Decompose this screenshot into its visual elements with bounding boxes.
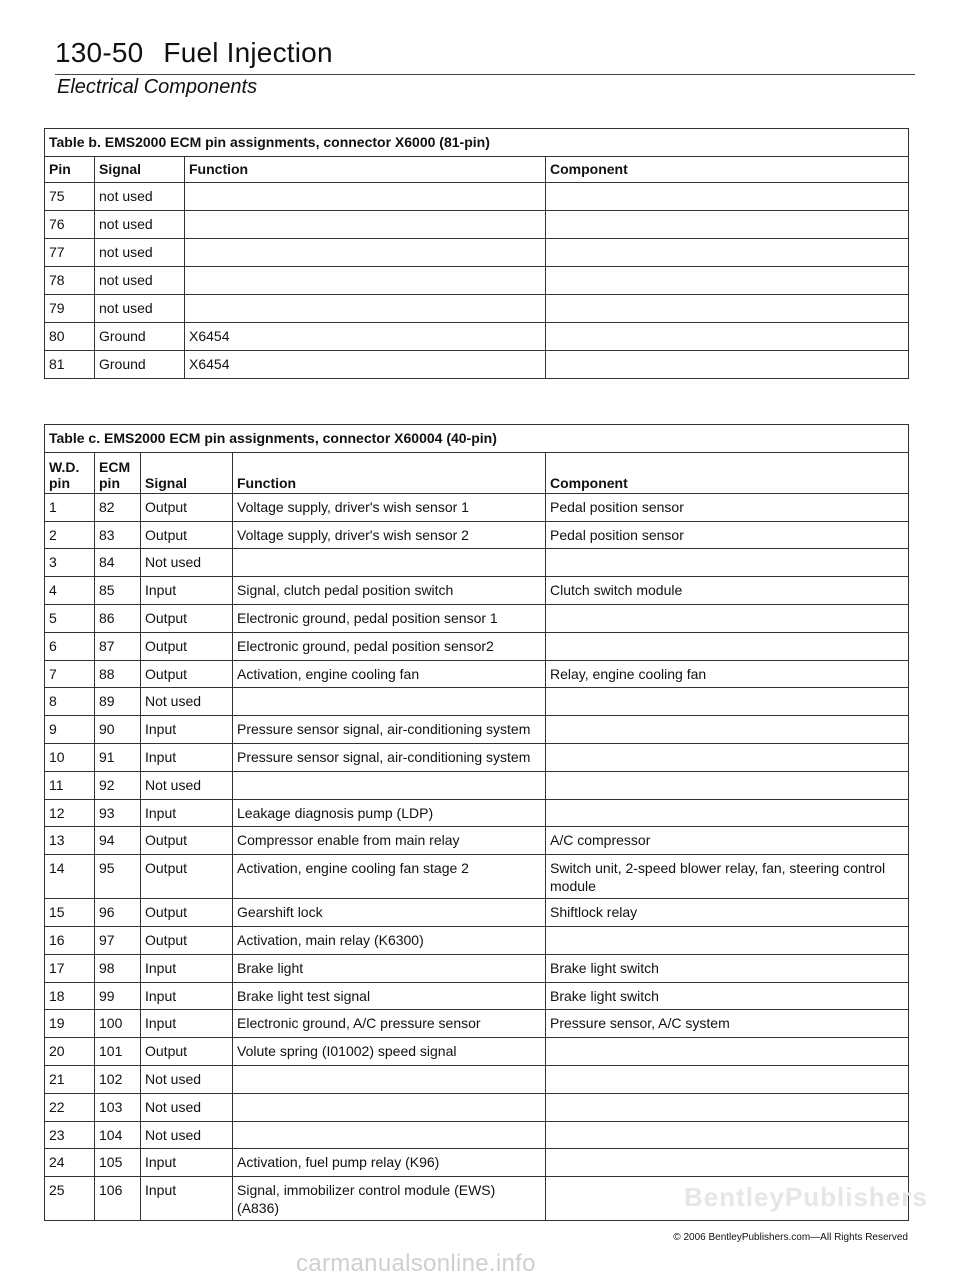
table-cell: 22: [45, 1093, 95, 1121]
table-cell: 10: [45, 743, 95, 771]
table-cell: 99: [95, 982, 141, 1010]
table-cell: Output: [141, 493, 233, 521]
table-cell: 1: [45, 493, 95, 521]
table-cell: not used: [95, 183, 185, 211]
table-row: [45, 954, 909, 982]
table-cell: 101: [95, 1038, 141, 1066]
table-cell: 19: [45, 1010, 95, 1038]
table-cell: [546, 267, 909, 295]
table-cell: Electronic ground, A/C pressure sensor: [233, 1010, 546, 1038]
table-cell: 83: [95, 521, 141, 549]
table-cell: 76: [45, 211, 95, 239]
table-row: [45, 351, 909, 379]
table-b-col-header: Pin: [45, 157, 95, 183]
table-cell: [185, 295, 546, 323]
table-cell: 100: [95, 1010, 141, 1038]
table-row: [45, 855, 909, 899]
table-row: [45, 267, 909, 295]
page-number: 130-50: [55, 37, 144, 68]
table-cell: 77: [45, 239, 95, 267]
table-cell: 9: [45, 716, 95, 744]
table-cell: Pressure sensor, A/C system: [546, 1010, 909, 1038]
table-cell: Volute spring (I01002) speed signal: [233, 1038, 546, 1066]
table-row: [45, 295, 909, 323]
table-cell: [546, 295, 909, 323]
table-cell: A/C compressor: [546, 827, 909, 855]
table-cell: 3: [45, 549, 95, 577]
table-cell: 4: [45, 577, 95, 605]
page-title: [55, 36, 915, 70]
table-cell: 21: [45, 1065, 95, 1093]
table-row: [45, 1038, 909, 1066]
table-row: [45, 827, 909, 855]
table-cell: 102: [95, 1065, 141, 1093]
table-row: [45, 660, 909, 688]
table-cell: [546, 1065, 909, 1093]
table-cell: [233, 549, 546, 577]
table-cell: Ground: [95, 323, 185, 351]
table-row: [45, 771, 909, 799]
table-cell: Pressure sensor signal, air-conditioning system: [233, 716, 546, 744]
table-row: [45, 688, 909, 716]
table-cell: Output: [141, 899, 233, 927]
table-cell: 16: [45, 926, 95, 954]
table-row: [45, 982, 909, 1010]
table-cell: 105: [95, 1149, 141, 1177]
table-cell: Signal, clutch pedal position switch: [233, 577, 546, 605]
table-cell: Activation, main relay (K6300): [233, 926, 546, 954]
table-cell: 106: [95, 1177, 141, 1221]
table-cell: Compressor enable from main relay: [233, 827, 546, 855]
table-cell: [546, 1038, 909, 1066]
table-c-col-header: W.D. pin: [45, 452, 95, 493]
table-cell: Switch unit, 2-speed blower relay, fan, steering control module: [546, 855, 909, 899]
table-cell: 11: [45, 771, 95, 799]
table-cell: [546, 716, 909, 744]
table-cell: 2: [45, 521, 95, 549]
table-cell: Electronic ground, pedal position sensor2: [233, 632, 546, 660]
table-cell: not used: [95, 211, 185, 239]
table-cell: Brake light: [233, 954, 546, 982]
table-cell: Input: [141, 716, 233, 744]
table-cell: 24: [45, 1149, 95, 1177]
table-cell: Voltage supply, driver's wish sensor 2: [233, 521, 546, 549]
table-row: [45, 577, 909, 605]
table-b: [44, 128, 909, 379]
table-cell: X6454: [185, 323, 546, 351]
table-cell: not used: [95, 267, 185, 295]
table-row: [45, 549, 909, 577]
table-row: [45, 743, 909, 771]
table-cell: Ground: [95, 351, 185, 379]
table-cell: 5: [45, 604, 95, 632]
table-cell: Brake light switch: [546, 982, 909, 1010]
table-row: [45, 521, 909, 549]
table-cell: [546, 323, 909, 351]
table-cell: 97: [95, 926, 141, 954]
table-cell: 14: [45, 855, 95, 899]
table-row: [45, 926, 909, 954]
table-cell: [546, 549, 909, 577]
table-cell: Input: [141, 799, 233, 827]
copyright-footer: © 2006 BentleyPublishers.com—All Rights Reserved: [673, 1232, 908, 1243]
table-cell: Signal, immobilizer control module (EWS) (A836): [233, 1177, 546, 1221]
table-cell: [546, 1149, 909, 1177]
chapter-title: Fuel Injection: [163, 37, 333, 68]
table-cell: Input: [141, 982, 233, 1010]
table-cell: Gearshift lock: [233, 899, 546, 927]
table-cell: Output: [141, 1038, 233, 1066]
table-cell: 103: [95, 1093, 141, 1121]
table-cell: 87: [95, 632, 141, 660]
table-cell: Not used: [141, 549, 233, 577]
table-b-col-header: Function: [185, 157, 546, 183]
table-cell: 89: [95, 688, 141, 716]
table-cell: [546, 688, 909, 716]
table-cell: [546, 771, 909, 799]
table-cell: Relay, engine cooling fan: [546, 660, 909, 688]
table-cell: Output: [141, 632, 233, 660]
table-b-col-header: Component: [546, 157, 909, 183]
table-row: [45, 899, 909, 927]
header-rule: [55, 74, 915, 75]
table-cell: X6454: [185, 351, 546, 379]
table-row: [45, 493, 909, 521]
table-row: [45, 1093, 909, 1121]
table-cell: Not used: [141, 1065, 233, 1093]
table-cell: Pedal position sensor: [546, 521, 909, 549]
table-cell: 20: [45, 1038, 95, 1066]
table-cell: 78: [45, 267, 95, 295]
table-cell: 80: [45, 323, 95, 351]
table-cell: 25: [45, 1177, 95, 1221]
table-cell: Not used: [141, 688, 233, 716]
table-row: [45, 632, 909, 660]
table-row: [45, 716, 909, 744]
table-cell: 23: [45, 1121, 95, 1149]
table-cell: [185, 239, 546, 267]
table-row: [45, 604, 909, 632]
table-cell: Output: [141, 660, 233, 688]
table-cell: 94: [95, 827, 141, 855]
table-cell: Pedal position sensor: [546, 493, 909, 521]
table-cell: Shiftlock relay: [546, 899, 909, 927]
table-cell: 79: [45, 295, 95, 323]
table-row: [45, 1065, 909, 1093]
table-cell: Output: [141, 855, 233, 899]
table-cell: 96: [95, 899, 141, 927]
table-cell: [233, 1065, 546, 1093]
table-row: [45, 1121, 909, 1149]
table-cell: 104: [95, 1121, 141, 1149]
table-c-col-header: Signal: [141, 452, 233, 493]
table-c-caption: Table c. EMS2000 ECM pin assignments, connector X60004 (40-pin): [45, 425, 909, 453]
table-cell: [185, 183, 546, 211]
publisher-watermark: BentleyPublishers: [684, 1182, 928, 1212]
table-cell: 88: [95, 660, 141, 688]
table-cell: [185, 267, 546, 295]
table-cell: Not used: [141, 1121, 233, 1149]
table-cell: 93: [95, 799, 141, 827]
table-b-col-header: Signal: [95, 157, 185, 183]
table-cell: 92: [95, 771, 141, 799]
table-cell: 82: [95, 493, 141, 521]
table-cell: 84: [95, 549, 141, 577]
table-cell: 98: [95, 954, 141, 982]
table-cell: [233, 1093, 546, 1121]
table-cell: Input: [141, 577, 233, 605]
table-cell: [185, 211, 546, 239]
table-cell: Clutch switch module: [546, 577, 909, 605]
table-cell: Input: [141, 1010, 233, 1038]
table-cell: Output: [141, 926, 233, 954]
table-cell: 95: [95, 855, 141, 899]
page-header: [55, 36, 915, 98]
table-row: [45, 211, 909, 239]
table-cell: Activation, engine cooling fan: [233, 660, 546, 688]
table-row: [45, 1010, 909, 1038]
table-cell: 13: [45, 827, 95, 855]
table-cell: Output: [141, 521, 233, 549]
table-cell: [546, 926, 909, 954]
table-cell: Input: [141, 743, 233, 771]
table-cell: [546, 632, 909, 660]
table-c: [44, 424, 909, 1221]
table-cell: [233, 771, 546, 799]
table-cell: not used: [95, 295, 185, 323]
table-cell: 85: [95, 577, 141, 605]
table-cell: 12: [45, 799, 95, 827]
table-cell: [546, 239, 909, 267]
table-cell: 86: [95, 604, 141, 632]
table-row: [45, 799, 909, 827]
table-cell: [546, 743, 909, 771]
table-row: [45, 239, 909, 267]
table-cell: 75: [45, 183, 95, 211]
table-cell: [546, 604, 909, 632]
table-cell: Output: [141, 604, 233, 632]
table-cell: [546, 211, 909, 239]
table-cell: Brake light switch: [546, 954, 909, 982]
table-cell: [233, 1121, 546, 1149]
table-cell: Brake light test signal: [233, 982, 546, 1010]
table-cell: Input: [141, 1149, 233, 1177]
table-c-col-header: ECM pin: [95, 452, 141, 493]
table-cell: Input: [141, 954, 233, 982]
section-title: Electrical Components: [57, 76, 258, 98]
table-cell: Pressure sensor signal, air-conditioning system: [233, 743, 546, 771]
table-cell: Not used: [141, 1093, 233, 1121]
table-cell: [546, 799, 909, 827]
table-cell: 91: [95, 743, 141, 771]
table-cell: [546, 1121, 909, 1149]
site-footer: carmanualsonline.info: [296, 1250, 536, 1277]
table-cell: Output: [141, 827, 233, 855]
table-c-col-header: Component: [546, 452, 909, 493]
table-cell: Activation, engine cooling fan stage 2: [233, 855, 546, 899]
table-cell: 90: [95, 716, 141, 744]
table-cell: Leakage diagnosis pump (LDP): [233, 799, 546, 827]
table-cell: Input: [141, 1177, 233, 1221]
table-cell: 7: [45, 660, 95, 688]
table-cell: 15: [45, 899, 95, 927]
table-row: [45, 183, 909, 211]
table-cell: [546, 183, 909, 211]
table-cell: [546, 1093, 909, 1121]
table-cell: [546, 351, 909, 379]
table-cell: not used: [95, 239, 185, 267]
table-b-caption: Table b. EMS2000 ECM pin assignments, connector X6000 (81-pin): [45, 129, 909, 157]
table-row: [45, 1149, 909, 1177]
table-row: [45, 323, 909, 351]
table-cell: Voltage supply, driver's wish sensor 1: [233, 493, 546, 521]
table-cell: 81: [45, 351, 95, 379]
table-cell: Electronic ground, pedal position sensor 1: [233, 604, 546, 632]
table-cell: Activation, fuel pump relay (K96): [233, 1149, 546, 1177]
table-cell: [233, 688, 546, 716]
table-c-col-header: Function: [233, 452, 546, 493]
table-cell: 18: [45, 982, 95, 1010]
table-cell: 8: [45, 688, 95, 716]
table-cell: Not used: [141, 771, 233, 799]
table-cell: 17: [45, 954, 95, 982]
table-cell: 6: [45, 632, 95, 660]
